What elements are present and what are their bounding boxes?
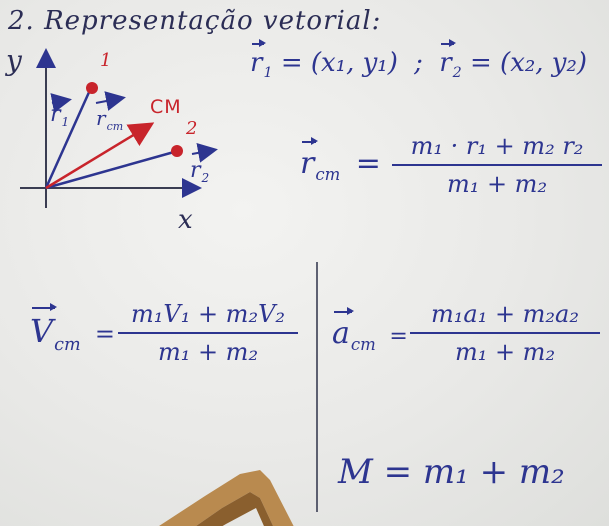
point-1-label: 1: [100, 50, 112, 71]
fraction-bar: [118, 332, 298, 334]
section-heading: 2. Representação vetorial:: [8, 6, 382, 36]
y-axis-label: y: [6, 44, 22, 77]
separator: ;: [414, 48, 423, 78]
acm-denominator: m₁ + m₂: [454, 338, 556, 366]
rcm-denominator: m₁ + m₂: [446, 170, 548, 198]
acm-fraction: [410, 300, 600, 366]
r2-vector: [46, 152, 174, 188]
wooden-frame: [110, 468, 370, 526]
acm-lhs: $a_{cm}$ =: [332, 316, 408, 355]
fraction-bar: [392, 164, 602, 166]
rcm-fraction: [392, 132, 602, 198]
vector-diagram: [0, 40, 240, 240]
total-mass-formula: M = m₁ + m₂: [338, 452, 565, 492]
point-1: [86, 82, 98, 94]
vcm-denominator: m₁ + m₂: [157, 338, 259, 366]
cm-label: CM: [150, 96, 182, 118]
r2-symbol: r: [439, 48, 452, 78]
vcm-fraction: [118, 300, 298, 366]
point-2-label: 2: [186, 118, 198, 139]
r1-label: $r_1$: [50, 102, 70, 130]
rcm-numerator: m₁ · r₁ + m₂ r₂: [410, 132, 584, 160]
rcm-vector: [46, 125, 150, 188]
r2-label: $r_2$: [190, 158, 210, 186]
acm-numerator: m₁a₁ + m₂a₂: [431, 300, 579, 328]
position-vectors: $r_1 = (x_1$, y₁) ; $r_2 = (x_2$, y₂): [250, 48, 588, 82]
point-2: [171, 145, 183, 157]
r1-symbol: r: [250, 48, 263, 78]
rcm-label: $r_{cm}$: [96, 106, 124, 133]
fraction-bar: [410, 332, 600, 334]
rcm-lhs: $r_{cm}$ =: [300, 146, 381, 185]
x-axis-label: x: [178, 205, 193, 235]
vcm-lhs: $V_{cm}$ =: [30, 312, 115, 355]
vcm-numerator: m₁V₁ + m₂V₂: [130, 300, 286, 328]
